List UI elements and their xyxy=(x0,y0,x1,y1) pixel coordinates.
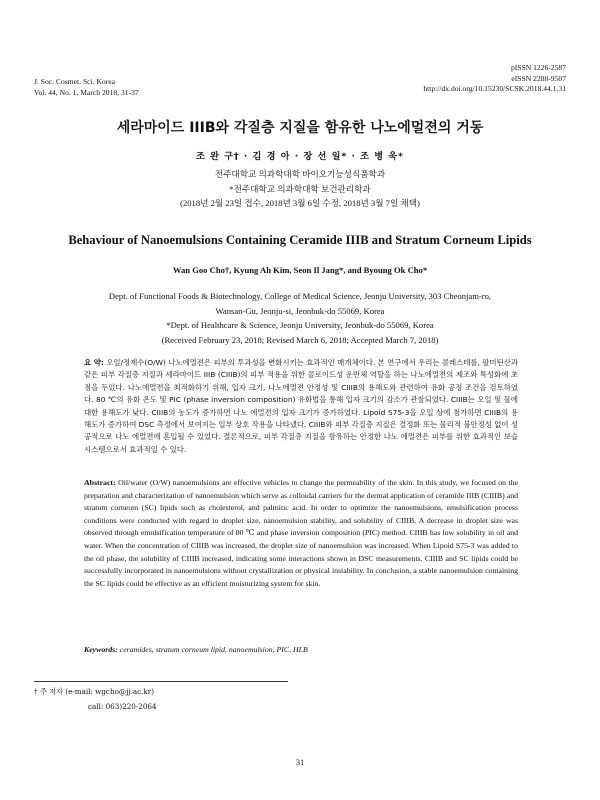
footnote-call: call: 063)220-2064 xyxy=(88,702,157,711)
footnote xyxy=(34,684,157,714)
journal-header-right xyxy=(423,63,566,95)
keywords-text: ceramides, stratum corneum lipid, nanoemulsion, PIC, HLB xyxy=(119,645,308,654)
korean-title: 세라마이드 IIIB와 각질층 지질을 함유한 나노에멀젼의 거동 xyxy=(116,120,484,136)
korean-authors: 조 완 구† · 김 경 아 · 장 선 일* · 조 병 욱* xyxy=(196,151,404,162)
korean-abstract xyxy=(84,357,518,456)
english-affiliation-1a: Dept. of Functional Foods & Biotechnology, College of Medical Science, Jeonju University, 303 Cheonjam-ro, xyxy=(108,291,492,301)
english-abstract xyxy=(84,477,518,590)
english-title: Behaviour of Nanoemulsions Containing Ceramide IIIB and Stratum Corneum Lipids xyxy=(68,233,532,247)
korean-affiliations xyxy=(0,167,600,211)
english-abstract-label: Abstract: xyxy=(84,478,116,487)
footnote-divider xyxy=(34,681,288,682)
keywords-label: Keywords: xyxy=(84,645,118,654)
page-number: 31 xyxy=(295,758,305,767)
keywords xyxy=(84,645,518,654)
korean-abstract-text: 오일/정제수(O/W) 나노에멀젼은 피부의 투과성을 변화시키는 효과적인 매개체이다. 본 연구에서 우리는 콜레스테롤, 팔미틴산과 같은 피부 각질층 지질과 세라마이드 IIIB (CIIIB)의 피부 적용을 위한 콜로이드성 운반체 역할을 하는 나노에멀젼의 제조와 특성화에 초점을 두었다. 나노에멀젼을 최적화하기 위해, 입자 크기, 나노에멀젼 안정성 및 CIIIB의 용해도와 관련하여 유화 공정 조건을 검토하였다. 80 ℃의 유화 온도 및 PIC (phase inversion composition) 유화법을 통해 입자 크기의 감소가 관찰되었다. CIIIB는 오일 및 물에 대한 용해도가 낮다. CIIIB의 농도가 증가하면 나노 에멀젼의 입자 크기가 증가하였다. Lipoid S75-3을 오일 상에 첨가하면 CIIIB의 용해도가 증가하여 DSC 측정에서 보여지는 일부 상호 작용을 나타냈다. CIIIB와 피부 각질층 지질은 결정화 또는 물리적 불안정성 없이 성공적으로 나노 에멀젼에 혼입될 수 있었다. 결론적으로, 피부 각질층 지질을 함유하는 안정한 나노 에멀젼은 피부를 위한 효과적인 보습 시스템으로서 효과적일 수 있다. xyxy=(84,358,518,454)
english-dates: (Received February 23, 2018; Revised March 6, 2018; Accepted March 7, 2018) xyxy=(161,334,439,345)
english-authors: Wan Goo Cho†, Kyung Ah Kim, Seon Il Jang*, and Byoung Ok Cho* xyxy=(172,265,428,275)
journal-header-left xyxy=(34,77,139,98)
volume-info: Vol. 44, No. 1, March 2018, 31-37 xyxy=(34,87,139,97)
english-affiliation-1b: Wansan-Gu, Jeonju-si, Jeonbuk-do 55069, Korea xyxy=(215,305,385,316)
eissn: eISSN 2288-9507 xyxy=(511,73,566,83)
korean-dates: (2018년 2월 23일 접수, 2018년 3월 6일 수정, 2018년 3월 7일 채택) xyxy=(180,198,420,208)
korean-affiliation-2: *전주대학교 의과학대학 보건관리학과 xyxy=(229,183,371,194)
pissn: pISSN 1226-2587 xyxy=(510,63,566,72)
korean-affiliation-1: 전주대학교 의과학대학 바이오기능성식품학과 xyxy=(214,169,386,179)
korean-abstract-label: 요 약: xyxy=(84,358,104,367)
journal-name: J. Soc. Cosmet. Sci. Korea xyxy=(34,77,115,86)
english-affiliation-2: *Dept. of Healthcare & Science, Jeonju University, Jeonbuk-do 55069, Korea xyxy=(166,320,434,331)
english-abstract-text: Oil/water (O/W) nanoemulsions are effective vehicles to change the permeability of the skin. In this study, we focused on the preparation and characterization of nanoemulsion which serve as colloidal carriers for the dermal application of ceramide IIIB (CIIIB) and stratum corneum (SC) lipids such as cholesterol, and palmitic acid. In order to optimize the nanoemulsions, emulsification process conditions were conducted with regard to droplet size, nanoemulsion stability, and solubility of CIIIB. A decrease in droplet size was observed through emulsification temperature of 80 ℃ and phase inversion composition (PIC) method. CIIIB has low solubility in oil and water. When the concentration of CIIIB was increased, the droplet size of nanoemulsion was increased. When Lipoid S75-3 was added to the oil phase, the solubility of CIIIB increased, indicating some interactions shown in DSC measurements. CIIIB and SC lipids could be successfully incorporated in nanoemulsions without crystallization or physical instability. In conclusion, a stable nanoemulsion containing the SC lipids could be effective as an efficient moisturizing system for skin. xyxy=(84,478,519,588)
doi-link[interactable]: http://dx.doi.org/10.15230/SCSK.2018.44.1.31 xyxy=(423,84,566,93)
footnote-author-email: † 주 저자 (e-mail: wgcho@jj.ac.kr) xyxy=(34,687,155,696)
english-affiliations xyxy=(0,289,600,347)
